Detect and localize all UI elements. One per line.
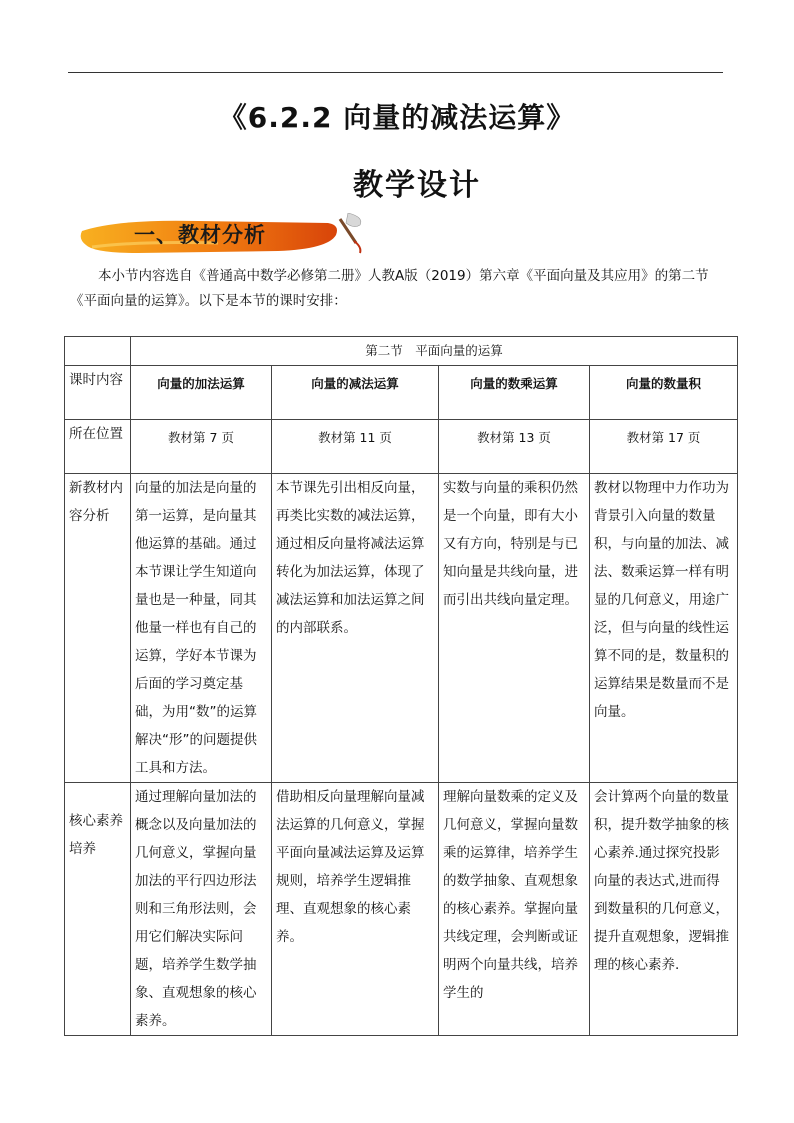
literacy-cell: 理解向量数乘的定义及几何意义，掌握向量数乘的运算律，培养学生的数学抽象、直观想象的核心素养。掌握向量共线定理，会判断或证明两个向量共线，培养学生的 (439, 783, 590, 1036)
page-location: 教材第 7 页 (131, 420, 272, 474)
document-subtitle: 教学设计 (353, 168, 481, 203)
page-location: 教材第 11 页 (272, 420, 439, 474)
section-banner (78, 213, 368, 261)
table-row (65, 366, 738, 420)
analysis-cell: 向量的加法是向量的第一运算，是向量其他运算的基础。通过本节课让学生知道向量也是一种量，同其他量一样也有自己的运算，学好本节课为后面的学习奠定基础，为用“数”的运算解决“形”的问题提供工具和方法。 (131, 474, 272, 783)
header-rule (68, 72, 723, 73)
literacy-cell: 会计算两个向量的数量积，提升数学抽象的核心素养.通过探究投影向量的表达式,进而得到数量积的几何意义，提升直观想象，逻辑推理的核心素养. (590, 783, 738, 1036)
table-corner-cell (65, 337, 131, 366)
lesson-title: 向量的减法运算 (272, 366, 439, 420)
row-label-pages: 所在位置 (65, 420, 131, 474)
row-label-literacy: 核心素养培养 (65, 783, 131, 1036)
document-title: 《6.2.2 向量的减法运算》 (218, 101, 576, 134)
intro-paragraph: 本小节内容选自《普通高中数学必修第二册》人教A版（2019）第六章《平面向量及其应用》的第二节《平面向量的运算》。以下是本节的课时安排： (70, 268, 709, 309)
lesson-title: 向量的数乘运算 (439, 366, 590, 420)
page-location: 教材第 13 页 (439, 420, 590, 474)
chapter-header: 第二节 平面向量的运算 (131, 337, 738, 366)
analysis-cell: 教材以物理中力作功为背景引入向量的数量积，与向量的加法、减法、数乘运算一样有明显的几何意义，用途广泛，但与向量的线性运算不同的是，数量积的运算结果是数量而不是向量。 (590, 474, 738, 783)
table-row (65, 783, 738, 1036)
table-row (65, 420, 738, 474)
section-heading: 一、教材分析 (134, 223, 266, 247)
literacy-cell: 通过理解向量加法的概念以及向量加法的几何意义，掌握向量加法的平行四边形法则和三角形法则，会用它们解决实际问题，培养学生数学抽象、直观想象的核心素养。 (131, 783, 272, 1036)
table-row (65, 337, 738, 366)
literacy-cell: 借助相反向量理解向量减法运算的几何意义，掌握平面向量减法运算及运算规则，培养学生逻辑推理、直观想象的核心素养。 (272, 783, 439, 1036)
lesson-title: 向量的数量积 (590, 366, 738, 420)
page-location: 教材第 17 页 (590, 420, 738, 474)
row-label-lessons: 课时内容 (65, 366, 131, 420)
row-label-analysis: 新教材内容分析 (65, 474, 131, 783)
lesson-plan-table (64, 336, 738, 1036)
analysis-cell: 实数与向量的乘积仍然是一个向量，即有大小又有方向，特别是与已知向量是共线向量，进而引出共线向量定理。 (439, 474, 590, 783)
lesson-title: 向量的加法运算 (131, 366, 272, 420)
table-row (65, 474, 738, 783)
analysis-cell: 本节课先引出相反向量，再类比实数的减法运算，通过相反向量将减法运算转化为加法运算，体现了减法运算和加法运算之间的内部联系。 (272, 474, 439, 783)
